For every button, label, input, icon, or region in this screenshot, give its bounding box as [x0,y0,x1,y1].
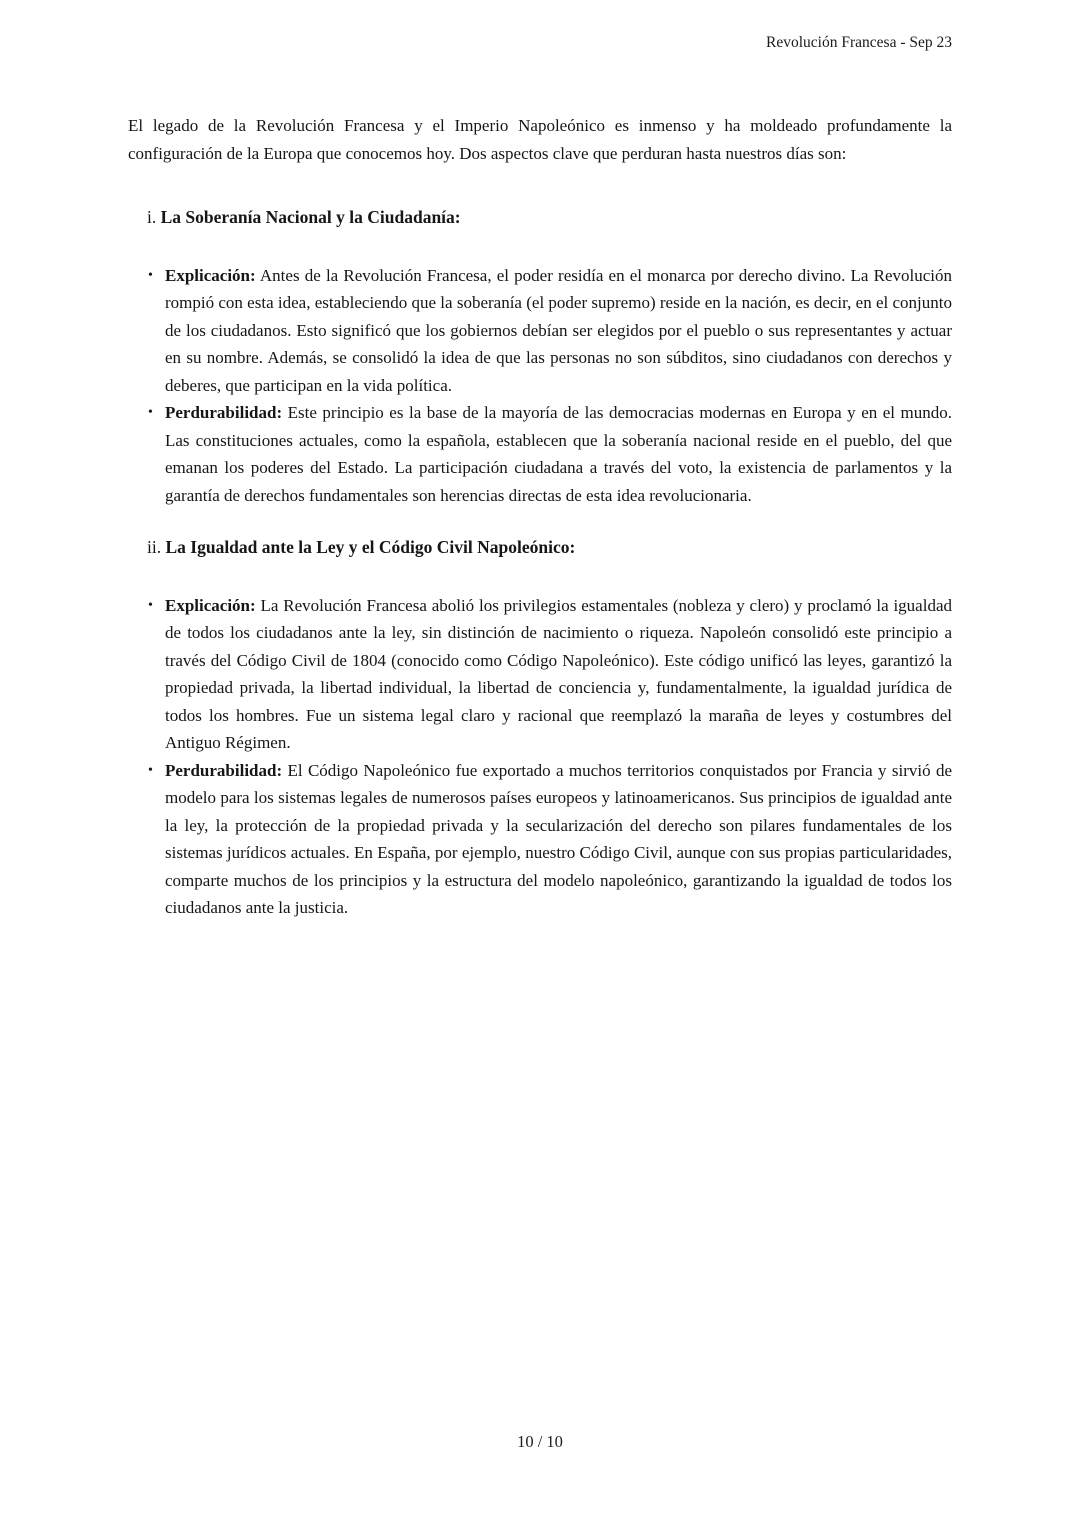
running-header: Revolución Francesa - Sep 23 [766,34,952,51]
bullet-body: El Código Napoleónico fue exportado a muchos territorios conquistados por Francia y sirvió de modelo para los sistemas legales de numerosos países europeos y latinoamericanos. Sus principios de igualdad ante la ley, la protección de la propiedad privada y la secularización del derecho son pilares fundamentales de los sistemas jurídicos actuales. En España, por ejemplo, nuestro Código Civil, aunque con sus propias particularidades, comparte muchos de los principios y la estructura del modelo napoleónico, garantizando la igualdad de todos los ciudadanos ante la justicia. [165,760,952,917]
section-1-title: La Soberanía Nacional y la Ciudadanía: [160,207,461,227]
bullet-icon: • [148,762,153,778]
bullet-label: Explicación: [165,265,256,285]
list-item [128,592,952,757]
bullet-label: Explicación: [165,595,256,615]
section-2-title: La Igualdad ante la Ley y el Código Civil Napoleónico: [165,537,576,557]
bullet-label: Perdurabilidad: [165,403,283,422]
bullet-text [165,592,952,757]
section-2-numeral: ii. [147,537,162,557]
list-item [128,262,952,400]
bullet-icon: • [148,597,153,613]
intro-paragraph: El legado de la Revolución Francesa y el Imperio Napoleónico es inmenso y ha moldeado profundamente la configuración de la Europa que conocemos hoy. Dos aspectos clave que perduran hasta nuestros días son: [128,116,952,163]
bullet-text [165,757,952,922]
bullet-list-2 [128,592,952,922]
bullet-icon: • [148,267,153,283]
bullet-body: Este principio es la base de la mayoría de las democracias modernas en Europa y en el mundo. Las constituciones actuales, como la española, establecen que la soberanía nacional reside en el pueblo, del que emanan los poderes del Estado. La participación ciudadana a través del voto, la existencia de parlamentos y la garantía de derechos fundamentales son herencias directas de esta idea revolucionaria. [165,403,953,505]
bullet-body: Antes de la Revolución Francesa, el poder residía en el monarca por derecho divino. La Revolución rompió con esta idea, estableciendo que la soberanía (el poder supremo) reside en la nación, es decir, en el conjunto de los ciudadanos. Esto significó que los gobiernos debían ser elegidos por el pueblo o sus representantes y actuar en su nombre. Además, se consolidó la idea de que las personas no son súbditos, sino ciudadanos con derechos y deberes, que participan en la vida política. [165,265,952,395]
bullet-label: Perdurabilidad: [165,760,283,780]
section-1-numeral: i. [147,207,157,227]
bullet-list-1 [128,262,952,510]
section-heading-2 [147,534,952,562]
list-item [128,399,952,509]
bullet-text [165,262,952,400]
bullet-icon: • [148,405,153,420]
bullet-body: La Revolución Francesa abolió los privilegios estamentales (nobleza y clero) y proclamó la igualdad de todos los ciudadanos ante la ley, sin distinción de nacimiento o riqueza. Napoleón consolidó este principio a través del Código Civil de 1804 (conocido como Código Napoleónico). Este código unificó las leyes, garantizó la propiedad privada, la libertad individual, la libertad de conciencia y, fundamentalmente, la igualdad jurídica de todos los hombres. Fue un sistema legal claro y racional que reemplazó la maraña de leyes y costumbres del Antiguo Régimen. [165,595,952,752]
list-item [128,757,952,922]
bullet-text [165,399,952,509]
page-number: 10 / 10 [517,1432,563,1451]
section-heading-1 [147,204,952,232]
